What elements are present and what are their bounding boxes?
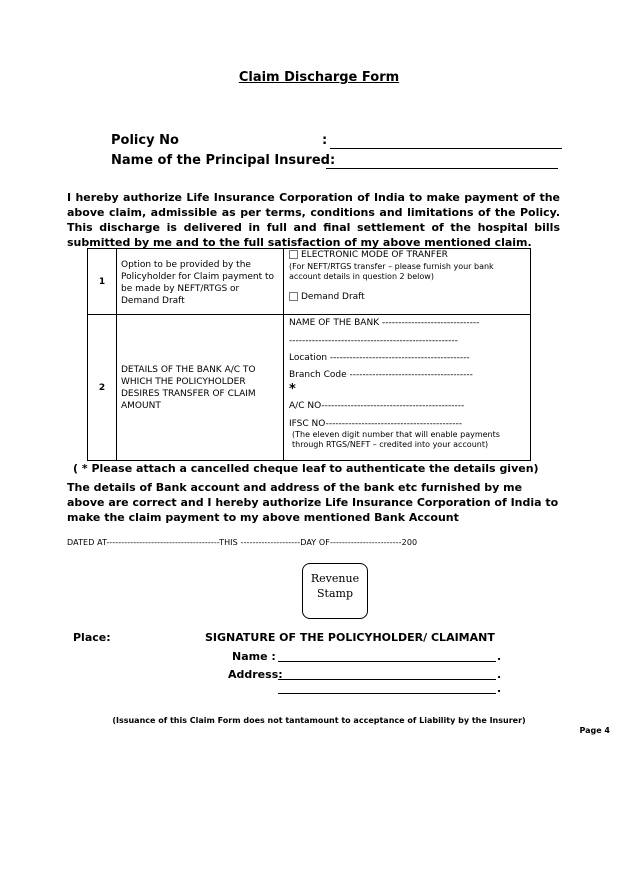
bank-fields-cell bbox=[284, 315, 531, 461]
checkbox-icon[interactable] bbox=[289, 250, 298, 259]
electronic-mode-label: ELECTRONIC MODE OF TRANFER bbox=[301, 250, 448, 260]
payment-mode-cell bbox=[284, 249, 531, 315]
checkbox-icon[interactable] bbox=[289, 292, 298, 301]
bank-name-field[interactable]: NAME OF THE BANK ------------------------------ bbox=[289, 318, 480, 328]
policy-no-label: Policy No bbox=[111, 133, 179, 148]
electronic-mode-option[interactable] bbox=[289, 249, 525, 261]
policy-no-colon: : bbox=[322, 133, 328, 148]
address-label: Address: bbox=[228, 668, 283, 681]
address-field-2[interactable] bbox=[278, 693, 496, 694]
dated-line[interactable]: DATED AT--------------------------------------THIS --------------------DAY OF------------------------200 bbox=[67, 538, 418, 547]
authorization-paragraph: I hereby authorize Life Insurance Corporation of India to make payment of the above claim, admissible as per terms, conditions and limitations of the Policy. This discharge is delivered in full and final settlement of the hospital bills submitted by me and to the full satisfaction of my above mentioned claim. bbox=[67, 191, 560, 249]
footer-disclaimer: (Issuance of this Claim Form does not tantamount to acceptance of Liability by the Insurer) bbox=[112, 716, 526, 725]
demand-draft-label: Demand Draft bbox=[301, 292, 365, 302]
insured-name-label: Name of the Principal Insured: bbox=[111, 153, 336, 168]
table-row bbox=[88, 249, 531, 315]
location-field[interactable]: Location ------------------------------------------- bbox=[289, 353, 470, 363]
insured-name-field[interactable] bbox=[326, 168, 558, 169]
bank-details-text: DETAILS OF THE BANK A/C TO WHICH THE POLICYHOLDER DESIRES TRANSFER OF CLAIM AMOUNT bbox=[121, 364, 256, 411]
cheque-note: ( * Please attach a cancelled cheque leaf to authenticate the details given) bbox=[73, 462, 539, 475]
address-dot-2: . bbox=[497, 682, 502, 695]
place-label: Place: bbox=[73, 631, 111, 644]
revenue-stamp-box bbox=[302, 563, 368, 619]
ifsc-field[interactable]: IFSC NO------------------------------------------ bbox=[289, 419, 462, 429]
ifsc-note: (The eleven digit number that will enable payments through RTGS/NEFT – credited into your account) bbox=[292, 430, 500, 449]
form-title: Claim Discharge Form bbox=[238, 70, 400, 85]
stamp-line-2: Stamp bbox=[317, 587, 353, 600]
account-number-field[interactable]: A/C NO-------------------------------------------- bbox=[289, 401, 465, 411]
name-field[interactable] bbox=[278, 661, 496, 662]
payment-option-text: Option to be provided by the Policyholder for Claim payment to be made by NEFT/RTGS or Demand Draft bbox=[121, 260, 275, 306]
row-number: 1 bbox=[88, 249, 117, 315]
address-field-1[interactable] bbox=[278, 679, 496, 680]
bank-details-table bbox=[87, 248, 531, 461]
name-dot: . bbox=[497, 650, 502, 663]
row-number: 2 bbox=[88, 315, 117, 461]
payment-option-label bbox=[117, 249, 284, 315]
electronic-mode-note: (For NEFT/RTGS transfer – please furnish your bank account details in question 2 below) bbox=[289, 262, 494, 281]
table-row bbox=[88, 315, 531, 461]
branch-code-field[interactable]: Branch Code -------------------------------------- bbox=[289, 370, 473, 380]
bank-name-field-cont[interactable]: ---------------------------------------------------- bbox=[289, 336, 458, 346]
policy-no-field[interactable] bbox=[330, 148, 562, 149]
bank-confirmation-paragraph: The details of Bank account and address of the bank etc furnished by me above are correct and I hereby authorize Life Insurance Corporation of India to make the claim payment to my above mentioned Bank Account bbox=[67, 481, 559, 524]
stamp-line-1: Revenue bbox=[310, 572, 360, 585]
name-label: Name : bbox=[232, 650, 276, 663]
demand-draft-option[interactable] bbox=[289, 291, 525, 303]
signature-label: SIGNATURE OF THE POLICYHOLDER/ CLAIMANT bbox=[205, 631, 495, 644]
bank-details-label bbox=[117, 315, 284, 461]
asterisk-mark: * bbox=[289, 382, 296, 397]
address-dot-1: . bbox=[497, 668, 502, 681]
page-number: Page 4 bbox=[579, 726, 610, 735]
